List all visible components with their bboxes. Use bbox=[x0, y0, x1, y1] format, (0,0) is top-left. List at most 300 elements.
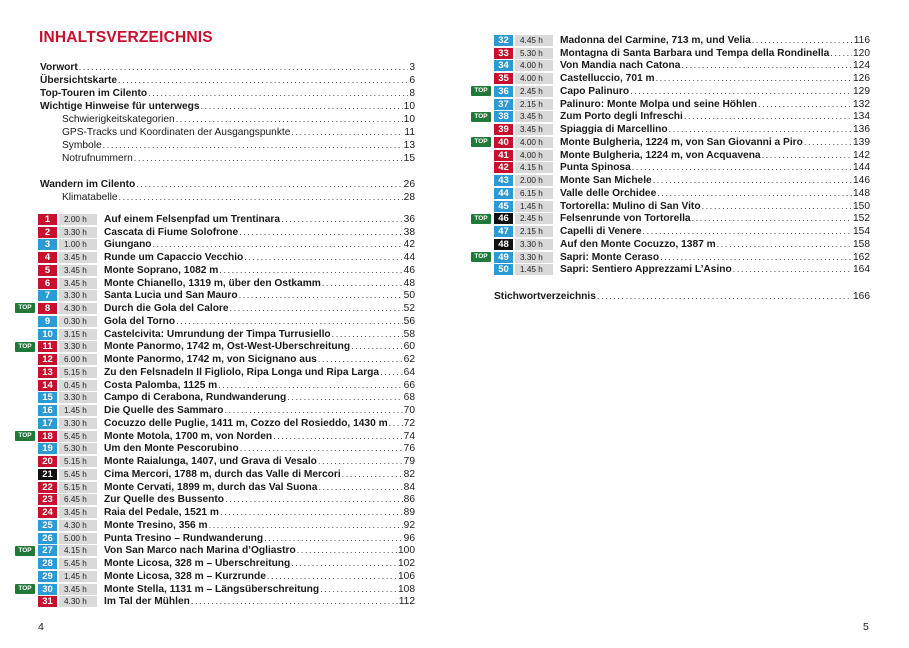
tour-entry[interactable] bbox=[38, 506, 415, 519]
leader-dots bbox=[79, 61, 409, 74]
tour-number-badge: 35 bbox=[494, 73, 513, 84]
tour-title: Raia del Pedale, 1521 m bbox=[104, 507, 219, 519]
tour-entry[interactable] bbox=[494, 98, 870, 111]
tour-title: Monte Panormo, 1742 m, Ost-West-Überschreitung bbox=[104, 341, 351, 353]
toc-entry-title: GPS-Tracks und Koordinaten der Ausgangspunkte bbox=[62, 127, 291, 138]
leader-dots bbox=[351, 341, 403, 351]
tour-page: 100 bbox=[398, 545, 415, 557]
tour-duration: 6.45 h bbox=[59, 494, 97, 505]
tour-duration: 3.30 h bbox=[59, 290, 97, 301]
tour-entry[interactable] bbox=[494, 60, 870, 73]
tour-duration: 6.15 h bbox=[515, 188, 553, 199]
tour-number-badge: 29 bbox=[38, 571, 57, 582]
tour-number-badge: 28 bbox=[38, 558, 57, 569]
tour-entry[interactable] bbox=[494, 162, 870, 175]
toc-entry[interactable] bbox=[62, 191, 415, 204]
leader-dots bbox=[318, 354, 403, 364]
tour-entry[interactable] bbox=[38, 392, 415, 405]
toc-entry[interactable] bbox=[62, 113, 415, 126]
tour-title: Sapri: Sentiero Apprezzami L’Asino bbox=[560, 264, 732, 276]
leader-dots bbox=[191, 596, 398, 606]
tour-page: 38 bbox=[403, 226, 415, 238]
tour-entry[interactable] bbox=[494, 213, 870, 226]
tour-duration: 3.30 h bbox=[59, 227, 97, 238]
tour-entry[interactable] bbox=[38, 494, 415, 507]
tour-page: 129 bbox=[853, 85, 870, 97]
tour-duration: 5.00 h bbox=[59, 533, 97, 544]
tour-page: 74 bbox=[403, 430, 415, 442]
tour-title: Monte Stella, 1131 m – Längsüberschreitung bbox=[104, 583, 320, 595]
tour-title: Zur Quelle des Bussento bbox=[104, 494, 225, 506]
toc-entry[interactable] bbox=[40, 178, 415, 191]
tour-duration: 3.30 h bbox=[59, 418, 97, 429]
tour-title-line bbox=[104, 354, 415, 365]
leader-dots bbox=[653, 175, 852, 185]
toc-entry-title: Klimatabelle bbox=[62, 192, 118, 203]
leader-dots bbox=[134, 152, 403, 165]
tour-title: Auf einem Felsenpfad um Trentinara bbox=[104, 213, 281, 225]
leader-dots bbox=[332, 329, 403, 339]
toc-entry[interactable] bbox=[40, 74, 415, 87]
tour-title: Castelcivita: Umrundung der Timpa Turrusiello bbox=[104, 328, 331, 340]
tour-duration: 3.30 h bbox=[515, 252, 553, 263]
tour-title-line bbox=[104, 392, 415, 403]
tour-entry[interactable] bbox=[494, 111, 870, 124]
tour-number-badge: 13 bbox=[38, 367, 57, 378]
tour-page: 124 bbox=[853, 60, 870, 72]
tour-duration: 3.45 h bbox=[59, 278, 97, 289]
tour-entry[interactable] bbox=[38, 596, 415, 609]
tour-duration: 0.30 h bbox=[59, 316, 97, 327]
tour-number-badge: 31 bbox=[38, 596, 57, 607]
tour-title-line bbox=[560, 137, 870, 148]
tour-entry[interactable] bbox=[494, 123, 870, 136]
tour-title: Capo Palinuro bbox=[560, 85, 630, 97]
tour-page: 120 bbox=[853, 47, 870, 59]
tour-number-badge: 44 bbox=[494, 188, 513, 199]
leader-dots bbox=[239, 290, 403, 300]
leader-dots bbox=[322, 278, 403, 288]
toc-entry-page: 11 bbox=[404, 127, 415, 138]
tour-title: Valle delle Orchidee bbox=[560, 187, 657, 199]
tour-page: 48 bbox=[403, 277, 415, 289]
leader-dots bbox=[380, 367, 403, 377]
tour-entry[interactable] bbox=[494, 187, 870, 200]
tour-title-line bbox=[560, 188, 870, 199]
tour-duration: 6.00 h bbox=[59, 354, 97, 365]
tour-duration: 4.30 h bbox=[59, 596, 97, 607]
leader-dots bbox=[244, 252, 402, 262]
leader-dots bbox=[804, 137, 852, 147]
leader-dots bbox=[291, 126, 403, 139]
tour-page: 44 bbox=[403, 252, 415, 264]
tour-entry[interactable] bbox=[494, 72, 870, 85]
tour-page: 148 bbox=[853, 187, 870, 199]
tour-page: 146 bbox=[853, 175, 870, 187]
tour-entry[interactable] bbox=[38, 226, 415, 239]
tour-title-line bbox=[104, 265, 415, 276]
tour-number-badge: 43 bbox=[494, 175, 513, 186]
tour-number-badge: 26 bbox=[38, 533, 57, 544]
tour-entry[interactable] bbox=[38, 341, 415, 354]
tour-title: Campo di Cerabona, Rundwanderung bbox=[104, 392, 287, 404]
tour-entry[interactable] bbox=[38, 277, 415, 290]
tour-title: Santa Lucia und San Mauro bbox=[104, 290, 238, 302]
leader-dots bbox=[630, 86, 852, 96]
tour-entry[interactable] bbox=[38, 315, 415, 328]
tour-entry[interactable] bbox=[38, 481, 415, 494]
tour-entry[interactable] bbox=[494, 136, 870, 149]
tour-title-line bbox=[104, 239, 415, 250]
tour-number-badge: 49 bbox=[494, 252, 513, 263]
tour-number-badge: 34 bbox=[494, 60, 513, 71]
tour-entry[interactable] bbox=[494, 238, 870, 251]
toc-entry-page: 26 bbox=[403, 179, 415, 190]
leader-dots bbox=[136, 178, 402, 191]
tour-page: 72 bbox=[403, 417, 415, 429]
tour-duration: 1.45 h bbox=[59, 571, 97, 582]
tour-title-line bbox=[104, 380, 415, 391]
tour-entry[interactable] bbox=[38, 417, 415, 430]
leader-dots bbox=[287, 392, 402, 402]
tour-page: 142 bbox=[853, 149, 870, 161]
tour-entry[interactable] bbox=[38, 251, 415, 264]
tour-number-badge: 48 bbox=[494, 239, 513, 250]
tour-title-line bbox=[104, 290, 415, 301]
tour-title-line bbox=[104, 596, 415, 607]
tour-number-badge: 45 bbox=[494, 201, 513, 212]
tour-title-line bbox=[560, 264, 870, 275]
tour-number-badge: 38 bbox=[494, 111, 513, 122]
tour-page: 56 bbox=[403, 315, 415, 327]
tour-title-line bbox=[560, 252, 870, 263]
toc-entry[interactable] bbox=[62, 139, 415, 152]
tour-duration: 1.45 h bbox=[515, 201, 553, 212]
leader-dots bbox=[318, 482, 402, 492]
tour-title: Cascata di Fiume Solofrone bbox=[104, 226, 239, 238]
tour-title: Capelli di Venere bbox=[560, 226, 642, 238]
tour-entry[interactable] bbox=[38, 290, 415, 303]
leader-dots bbox=[153, 239, 403, 249]
tour-title-line bbox=[104, 533, 415, 544]
tour-title-line bbox=[560, 35, 870, 46]
leader-dots bbox=[148, 87, 408, 100]
tour-page: 86 bbox=[403, 494, 415, 506]
toc-entry-page: 13 bbox=[403, 140, 415, 151]
tour-number-badge: 11 bbox=[38, 341, 57, 352]
tour-title-line bbox=[560, 201, 870, 212]
leader-dots bbox=[762, 150, 852, 160]
tour-entry[interactable] bbox=[494, 34, 870, 47]
leader-dots bbox=[219, 265, 402, 275]
tour-title: Cocuzzo delle Puglie, 1411 m, Cozzo del Rosieddo, 1430 m bbox=[104, 417, 388, 429]
tour-entry[interactable] bbox=[494, 264, 870, 277]
tour-entry[interactable] bbox=[38, 443, 415, 456]
leader-dots bbox=[281, 214, 403, 224]
tour-duration: 3.30 h bbox=[59, 341, 97, 352]
toc-entry-title: Wichtige Hinweise für unterwegs bbox=[40, 101, 200, 112]
tour-number-badge: 25 bbox=[38, 520, 57, 531]
tour-duration: 0.45 h bbox=[59, 380, 97, 391]
tour-entry[interactable] bbox=[38, 455, 415, 468]
leader-dots bbox=[267, 571, 397, 581]
leader-dots bbox=[264, 533, 403, 543]
top-tour-badge: TOP bbox=[15, 546, 35, 556]
tour-title-line bbox=[560, 60, 870, 71]
tour-duration: 5.45 h bbox=[59, 469, 97, 480]
tour-title-line bbox=[104, 278, 415, 289]
leader-dots bbox=[389, 418, 403, 428]
tour-page: 108 bbox=[398, 583, 415, 595]
tour-page: 136 bbox=[853, 124, 870, 136]
tour-entry[interactable] bbox=[38, 468, 415, 481]
tour-duration: 5.15 h bbox=[59, 456, 97, 467]
tour-entry[interactable] bbox=[494, 85, 870, 98]
tour-duration: 5.30 h bbox=[515, 48, 553, 59]
toc-entry[interactable] bbox=[62, 152, 415, 165]
tour-number-badge: 39 bbox=[494, 124, 513, 135]
tour-title: Punta Tresino – Rundwanderung bbox=[104, 532, 264, 544]
tour-number-badge: 20 bbox=[38, 456, 57, 467]
tour-title-line bbox=[104, 520, 415, 531]
tour-number-badge: 5 bbox=[38, 265, 57, 276]
tour-number-badge: 50 bbox=[494, 264, 513, 275]
tour-title-line bbox=[104, 303, 415, 314]
tour-entry[interactable] bbox=[494, 47, 870, 60]
tour-title-line bbox=[104, 469, 415, 480]
tour-entry[interactable] bbox=[38, 583, 415, 596]
tour-title: Im Tal der Mühlen bbox=[104, 596, 190, 608]
tour-page: 66 bbox=[403, 379, 415, 391]
tour-duration: 3.30 h bbox=[515, 239, 553, 250]
tour-title: Tortorella: Mulino di San Vito bbox=[560, 200, 701, 212]
leader-dots bbox=[225, 494, 403, 504]
tour-title-line bbox=[560, 111, 870, 122]
tour-number-badge: 36 bbox=[494, 86, 513, 97]
tour-entry[interactable] bbox=[38, 570, 415, 583]
tour-title-line bbox=[104, 584, 415, 595]
leader-dots bbox=[297, 545, 397, 555]
tour-entry[interactable] bbox=[38, 557, 415, 570]
leader-dots bbox=[758, 99, 852, 109]
tour-duration: 4.00 h bbox=[515, 73, 553, 84]
top-tour-badge: TOP bbox=[15, 303, 35, 313]
tour-page: 89 bbox=[403, 507, 415, 519]
tour-title-line bbox=[104, 214, 415, 225]
tour-number-badge: 27 bbox=[38, 545, 57, 556]
top-tour-badge: TOP bbox=[15, 431, 35, 441]
tour-title: Monte Chianello, 1319 m, über den Ostkamm bbox=[104, 277, 321, 289]
index-entry[interactable] bbox=[494, 290, 870, 303]
tour-duration: 3.15 h bbox=[59, 329, 97, 340]
tour-duration: 4.15 h bbox=[515, 162, 553, 173]
left-page bbox=[0, 0, 454, 648]
tour-title: Spiaggia di Marcellino bbox=[560, 124, 668, 136]
tour-title: Monte Licosa, 328 m – Kurzrunde bbox=[104, 570, 266, 582]
tour-entry[interactable] bbox=[38, 328, 415, 341]
tour-title: Monte Licosa, 328 m – Überschreitung bbox=[104, 558, 291, 570]
tour-title: Monte Bulgheria, 1224 m, von San Giovanni a Piro bbox=[560, 136, 803, 148]
tour-title: Monte Motola, 1700 m, von Norden bbox=[104, 430, 273, 442]
tour-duration: 2.00 h bbox=[59, 214, 97, 225]
tour-number-badge: 46 bbox=[494, 213, 513, 224]
tour-entry[interactable] bbox=[494, 149, 870, 162]
leader-dots bbox=[643, 226, 852, 236]
tour-page: 150 bbox=[853, 200, 870, 212]
tour-entry[interactable] bbox=[38, 264, 415, 277]
tour-entry[interactable] bbox=[494, 200, 870, 213]
toc-entry[interactable] bbox=[40, 100, 415, 113]
tour-title-line bbox=[104, 507, 415, 518]
tour-duration: 3.45 h bbox=[515, 124, 553, 135]
page-number-left: 4 bbox=[38, 621, 44, 633]
tour-entry[interactable] bbox=[38, 519, 415, 532]
tour-entry[interactable] bbox=[38, 379, 415, 392]
tour-title: Monte Tresino, 356 m bbox=[104, 519, 208, 531]
tour-number-badge: 21 bbox=[38, 469, 57, 480]
leader-dots bbox=[220, 507, 403, 517]
leader-dots bbox=[224, 405, 402, 415]
leader-dots bbox=[597, 290, 852, 303]
leader-dots bbox=[657, 188, 852, 198]
tour-title-line bbox=[104, 252, 415, 263]
leader-dots bbox=[318, 456, 403, 466]
tour-title-line bbox=[104, 456, 415, 467]
tour-entry[interactable] bbox=[494, 174, 870, 187]
toc-entry[interactable] bbox=[62, 126, 415, 139]
tour-number-badge: 30 bbox=[38, 584, 57, 595]
tour-title-line bbox=[560, 86, 870, 97]
tour-duration: 5.45 h bbox=[59, 431, 97, 442]
tour-duration: 2.00 h bbox=[515, 175, 553, 186]
tour-page: 154 bbox=[853, 226, 870, 238]
tour-title: Monte Raialunga, 1407, und Grava di Vesalo bbox=[104, 456, 317, 468]
tour-title: Monte Soprano, 1082 m bbox=[104, 264, 219, 276]
tour-page: 144 bbox=[853, 162, 870, 174]
leader-dots bbox=[342, 469, 403, 479]
tour-duration: 3.45 h bbox=[59, 507, 97, 518]
leader-dots bbox=[273, 431, 403, 441]
tour-title: Palinuro: Monte Molpa und seine Höhlen bbox=[560, 98, 757, 110]
leader-dots bbox=[656, 73, 852, 83]
tour-duration: 2.15 h bbox=[515, 99, 553, 110]
tour-entry[interactable] bbox=[38, 430, 415, 443]
tour-duration: 1.45 h bbox=[515, 264, 553, 275]
tour-page: 139 bbox=[853, 136, 870, 148]
toc-entry-title: Schwierigkeitskategorien bbox=[62, 114, 175, 125]
leader-dots bbox=[103, 139, 403, 152]
tour-number-badge: 4 bbox=[38, 252, 57, 263]
tour-entry[interactable] bbox=[38, 213, 415, 226]
tour-title: Zu den Felsnadeln Il Figliolo, Ripa Longa und Ripa Larga bbox=[104, 366, 380, 378]
tour-number-badge: 33 bbox=[494, 48, 513, 59]
tour-title-line bbox=[104, 367, 415, 378]
tour-title-line bbox=[104, 431, 415, 442]
toc-entry[interactable] bbox=[40, 61, 415, 74]
tour-title-line bbox=[104, 418, 415, 429]
toc-entry-page: 8 bbox=[409, 88, 415, 99]
tour-title-line bbox=[104, 545, 415, 556]
tour-title: Auf den Monte Cocuzzo, 1387 m bbox=[560, 238, 716, 250]
leader-dots bbox=[320, 584, 397, 594]
tour-page: 112 bbox=[398, 596, 415, 608]
tour-title-line bbox=[104, 405, 415, 416]
tour-entry[interactable] bbox=[38, 532, 415, 545]
leader-dots bbox=[733, 264, 852, 274]
tour-title: Die Quelle des Sammaro bbox=[104, 405, 224, 417]
page-title: INHALTSVERZEICHNIS bbox=[39, 29, 213, 46]
tour-entry[interactable] bbox=[494, 225, 870, 238]
toc-entry-page: 3 bbox=[409, 62, 415, 73]
tour-duration: 5.30 h bbox=[59, 443, 97, 454]
toc-entry-title: Wandern im Cilento bbox=[40, 179, 136, 190]
tour-entry[interactable] bbox=[38, 239, 415, 252]
tour-page: 58 bbox=[403, 328, 415, 340]
leader-dots bbox=[118, 74, 408, 87]
tour-entry[interactable] bbox=[38, 366, 415, 379]
toc-entry-title: Notrufnummern bbox=[62, 153, 133, 164]
tour-page: 164 bbox=[853, 264, 870, 276]
tour-page: 106 bbox=[398, 570, 415, 582]
tour-title-line bbox=[560, 239, 870, 250]
toc-entry-page: 28 bbox=[403, 192, 415, 203]
tour-title-line bbox=[560, 162, 870, 173]
tour-title: Castelluccio, 701 m bbox=[560, 73, 655, 85]
toc-entry[interactable] bbox=[40, 87, 415, 100]
right-page bbox=[454, 0, 909, 648]
tour-number-badge: 9 bbox=[38, 316, 57, 327]
tour-page: 46 bbox=[403, 264, 415, 276]
tour-number-badge: 32 bbox=[494, 35, 513, 46]
tour-number-badge: 41 bbox=[494, 150, 513, 161]
tour-number-badge: 3 bbox=[38, 239, 57, 250]
tour-duration: 3.45 h bbox=[59, 265, 97, 276]
tour-entry[interactable] bbox=[38, 545, 415, 558]
tour-title: Punta Spinosa bbox=[560, 162, 631, 174]
tour-title: Monte Bulgheria, 1224 m, von Acquavena bbox=[560, 149, 761, 161]
tour-page: 70 bbox=[403, 405, 415, 417]
tour-title: Monte San Michele bbox=[560, 175, 652, 187]
tour-number-badge: 6 bbox=[38, 278, 57, 289]
tour-entry[interactable] bbox=[494, 251, 870, 264]
tour-title: Monte Cervati, 1899 m, durch das Val Suona bbox=[104, 481, 318, 493]
tour-title: Runde um Capaccio Vecchio bbox=[104, 252, 244, 264]
leader-dots bbox=[752, 35, 853, 45]
tour-page: 76 bbox=[403, 443, 415, 455]
tour-title-line bbox=[560, 150, 870, 161]
tour-entry[interactable] bbox=[38, 404, 415, 417]
leader-dots bbox=[684, 111, 852, 121]
leader-dots bbox=[176, 113, 403, 126]
tour-number-badge: 16 bbox=[38, 405, 57, 416]
leader-dots bbox=[201, 100, 403, 113]
tour-title-line bbox=[560, 213, 870, 224]
tour-number-badge: 19 bbox=[38, 443, 57, 454]
tour-title: Giungano bbox=[104, 239, 152, 251]
tour-duration: 4.30 h bbox=[59, 303, 97, 314]
leader-dots bbox=[209, 520, 403, 530]
tour-title-line bbox=[104, 329, 415, 340]
tour-title-line bbox=[560, 48, 870, 59]
tour-entry[interactable] bbox=[38, 302, 415, 315]
toc-entry-page: 15 bbox=[403, 153, 415, 164]
tour-page: 92 bbox=[403, 519, 415, 531]
tour-number-badge: 22 bbox=[38, 482, 57, 493]
top-tour-badge: TOP bbox=[471, 137, 491, 147]
tour-title: Madonna del Carmine, 713 m, und Velia bbox=[560, 34, 751, 46]
tour-entry[interactable] bbox=[38, 353, 415, 366]
top-tour-badge: TOP bbox=[471, 214, 491, 224]
